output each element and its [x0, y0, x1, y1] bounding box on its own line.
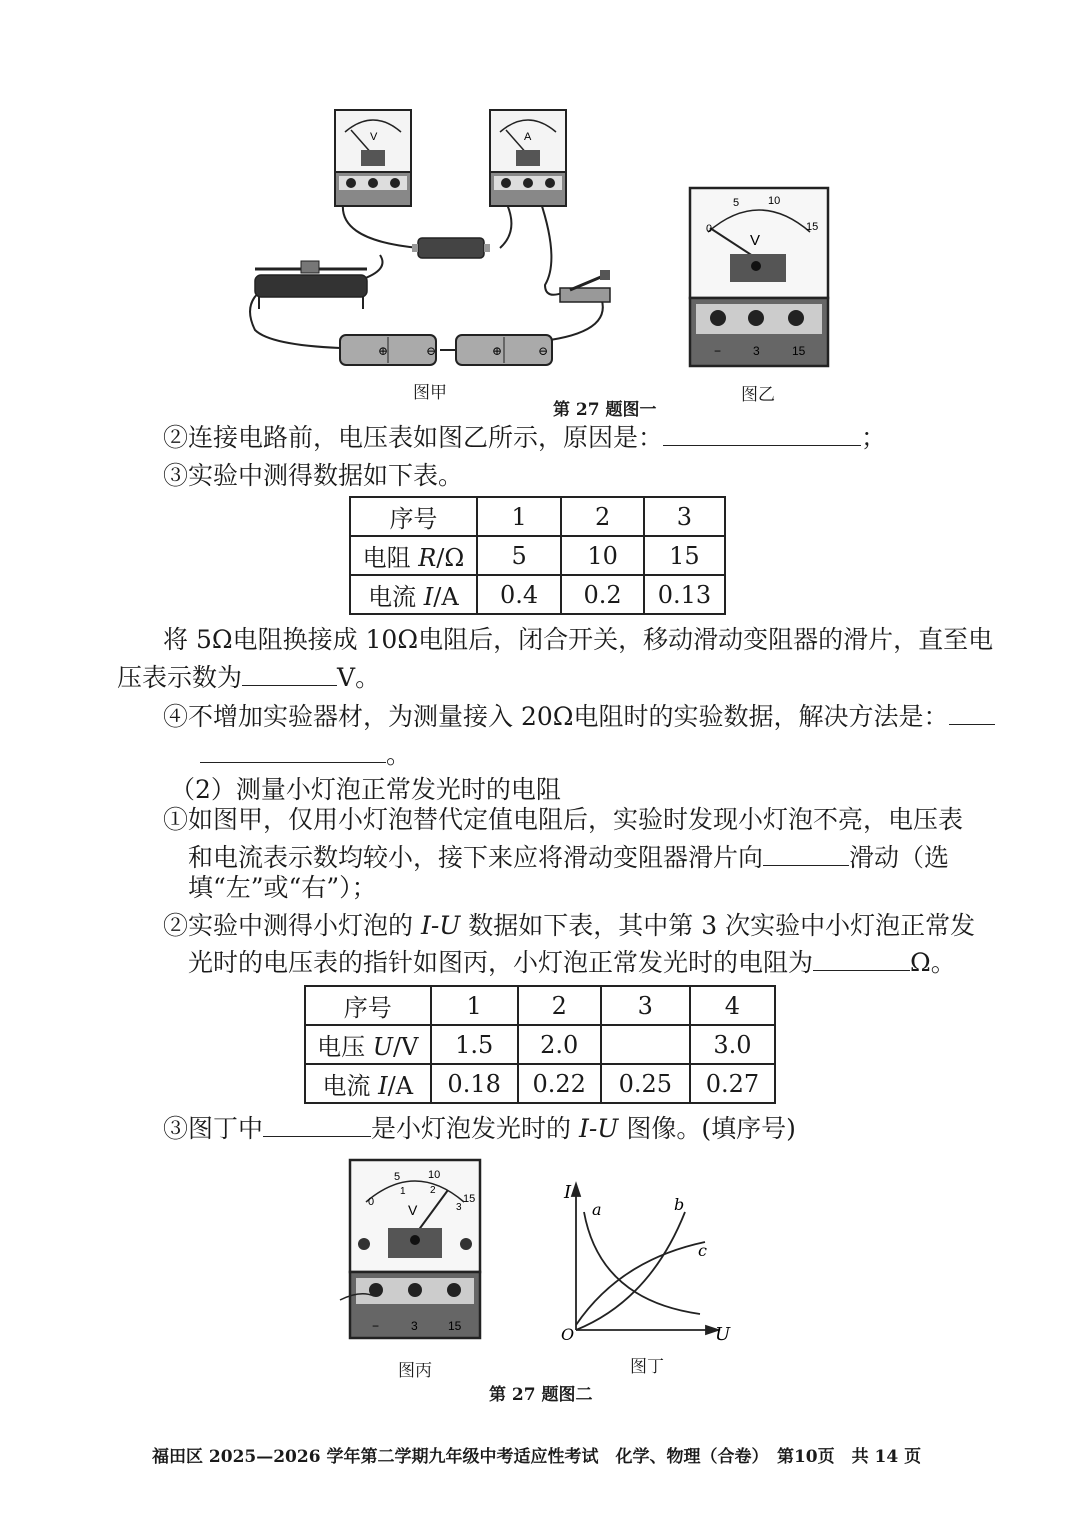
figure-bing-label: 图丙 — [398, 1361, 432, 1381]
table1-i-3: 0.13 — [644, 575, 725, 614]
page-footer: 福田区 2025—2026 学年第二学期九年级中考适应性考试 化学、物理（合卷） 第10页 共 14 页 — [152, 1447, 922, 1467]
sub-2-iu: I-U — [420, 911, 461, 940]
voltmeter-bing-bottom-1: 1 — [400, 1186, 406, 1197]
table1-header-2: 2 — [561, 497, 644, 536]
table2-row-u-label: 电压 U/V — [305, 1025, 431, 1064]
voltmeter-bing-tick-15: 15 — [463, 1193, 476, 1205]
part-2-heading: （2）测量小灯泡正常发光时的电阻 — [170, 775, 561, 804]
voltmeter-jia-unit: V — [370, 131, 378, 143]
sub-3-iu: I-U — [578, 1114, 619, 1143]
table1-r-3: 15 — [644, 536, 725, 575]
voltmeter-yi-term-3: 3 — [753, 344, 760, 358]
voltmeter-bing-term-neg: − — [372, 1319, 380, 1333]
voltmeter-yi-term-neg: − — [714, 344, 722, 358]
graph-axis-u: U — [715, 1324, 731, 1345]
voltmeter-bing-tick-10: 10 — [428, 1169, 441, 1181]
sub-2-line-2-end: Ω。 — [910, 948, 956, 977]
table2-header-2: 2 — [518, 986, 601, 1025]
graph-origin: O — [561, 1325, 575, 1344]
svg-text:⊕: ⊕ — [492, 344, 503, 358]
table1-i-2: 0.2 — [561, 575, 644, 614]
table2-i-3: 0.25 — [601, 1064, 690, 1103]
voltmeter-bing-bottom-3: 3 — [456, 1202, 462, 1213]
table2-header-3: 3 — [601, 986, 690, 1025]
question-4-text: ④不增加实验器材，为测量接入 20Ω电阻时的实验数据，解决方法是： — [163, 702, 949, 731]
table2-header-1: 1 — [431, 986, 518, 1025]
sub-1-line-1: ①如图甲，仅用小灯泡替代定值电阻后，实验时发现小灯泡不亮，电压表 — [163, 805, 964, 834]
sub-2-line-2-text: 光时的电压表的指针如图丙，小灯泡正常发光时的电阻为 — [188, 948, 814, 977]
sub-3-text-pre: ③图丁中 — [163, 1114, 264, 1143]
table1-r-2: 10 — [561, 536, 644, 575]
question-2-end: ； — [861, 423, 887, 452]
table2-row-i-label: 电流 I/A — [305, 1064, 431, 1103]
graph-axis-i: I — [564, 1182, 572, 1203]
question-3-line: ③实验中测得数据如下表。 — [163, 461, 464, 490]
table1-header-0: 序号 — [350, 497, 477, 536]
sub-3-text-mid: 是小灯泡发光时的 — [371, 1114, 579, 1143]
figure-2-caption: 第 27 题图二 — [489, 1385, 593, 1405]
svg-text:⊕: ⊕ — [378, 344, 389, 358]
table2-header-0: 序号 — [305, 986, 431, 1025]
figure-ding-label: 图丁 — [630, 1357, 664, 1377]
question-4-end: 。 — [386, 740, 412, 769]
voltmeter-yi-tick-0: 0 — [706, 223, 713, 235]
question-2-text: ②连接电路前，电压表如图乙所示，原因是： — [163, 423, 664, 452]
voltmeter-reading-unit: V。 — [337, 663, 381, 692]
sub-3-text-post: 图像。(填序号) — [618, 1114, 796, 1143]
voltmeter-yi-tick-10: 10 — [768, 195, 781, 207]
sub-2-text-pre: ②实验中测得小灯泡的 — [163, 911, 421, 940]
sub-1-line-2-text: 和电流表示数均较小，接下来应将滑动变阻器滑片向 — [188, 843, 764, 872]
voltmeter-yi-tick-15: 15 — [806, 221, 819, 233]
figure-1-caption: 第 27 题图一 — [553, 400, 657, 420]
table2-i-1: 0.18 — [431, 1064, 518, 1103]
voltmeter-bing-term-3: 3 — [411, 1319, 418, 1333]
graph-curve-c: c — [698, 1241, 707, 1260]
sub-2-text-post: 数据如下表，其中第 3 次实验中小灯泡正常发 — [460, 911, 976, 940]
paragraph-replace-resistor-1: 将 5Ω电阻换接成 10Ω电阻后，闭合开关，移动滑动变阻器的滑片，直至电 — [163, 625, 994, 654]
voltmeter-reading-text: 压表示数为 — [117, 663, 243, 692]
voltmeter-bing-tick-5: 5 — [394, 1171, 401, 1183]
svg-text:⊖: ⊖ — [426, 344, 437, 358]
figure-yi-label: 图乙 — [741, 385, 775, 405]
table1-row-r-label: 电阻 R/Ω — [350, 536, 477, 575]
table1-header-1: 1 — [477, 497, 561, 536]
voltmeter-yi-tick-5: 5 — [733, 197, 740, 209]
voltmeter-bing-unit: V — [408, 1202, 418, 1218]
table2-u-4: 3.0 — [690, 1025, 775, 1064]
voltmeter-bing — [340, 1160, 480, 1338]
table1-r-1: 5 — [477, 536, 561, 575]
voltmeter-bing-tick-0: 0 — [368, 1196, 375, 1208]
table1-i-1: 0.4 — [477, 575, 561, 614]
voltmeter-yi-term-15: 15 — [792, 344, 806, 358]
table2-u-1: 1.5 — [431, 1025, 518, 1064]
graph-curve-a: a — [592, 1200, 602, 1219]
table2-i-2: 0.22 — [518, 1064, 601, 1103]
table1-row-i-label: 电流 I/A — [350, 575, 477, 614]
voltmeter-yi-unit: V — [750, 232, 761, 249]
table2-header-4: 4 — [690, 986, 775, 1025]
sub-1-line-2-end: 滑动（选 — [849, 843, 950, 872]
sub-1-line-3: 填“左”或“右”）； — [188, 873, 377, 902]
table2-i-4: 0.27 — [690, 1064, 775, 1103]
graph-curve-b: b — [674, 1195, 685, 1214]
svg-text:⊖: ⊖ — [538, 344, 549, 358]
table1-header-3: 3 — [644, 497, 725, 536]
voltmeter-bing-bottom-2: 2 — [430, 1185, 436, 1196]
table2-u-2: 2.0 — [518, 1025, 601, 1064]
ammeter-jia-unit: A — [524, 131, 532, 143]
voltmeter-bing-term-15: 15 — [448, 1319, 462, 1333]
figure-jia-label: 图甲 — [413, 383, 447, 403]
